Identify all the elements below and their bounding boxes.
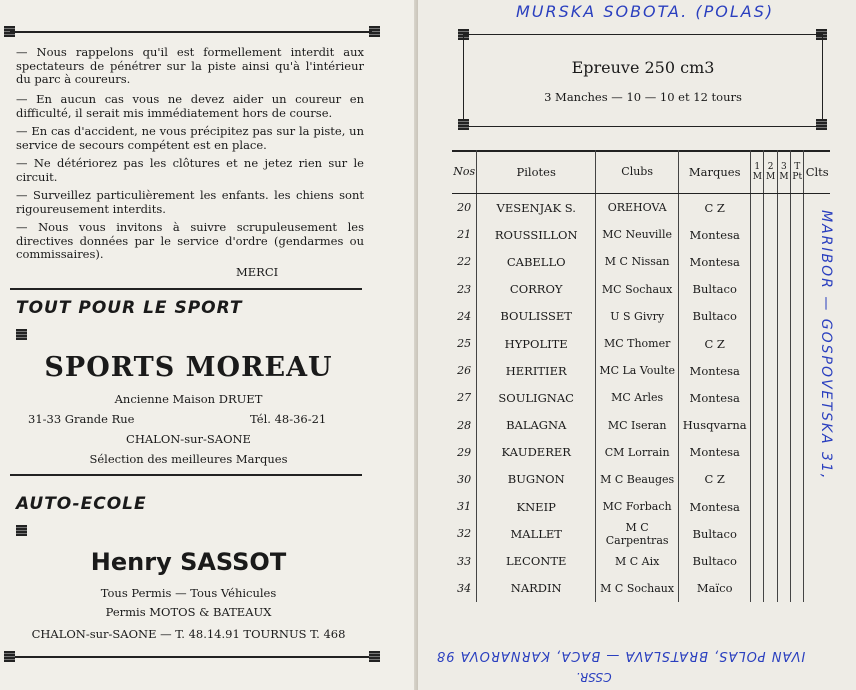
score-cell [751,194,764,222]
score-cell [791,276,804,303]
table-body [452,194,830,602]
score-cell [777,466,790,493]
top-rule [10,31,372,33]
column-header: 1 M [751,150,764,194]
corner-mark [4,651,15,662]
score-cell [804,330,830,357]
score-cell [777,439,790,466]
rider-name: BALAGNA [477,412,596,439]
score-cell [764,466,777,493]
score-cell [804,547,830,574]
rider-number: 32 [457,527,472,541]
rider-name: ROUSSILLON [477,221,596,248]
score-cell [751,303,764,330]
rider-club: M C Aix [596,547,679,574]
score-cell [751,221,764,248]
rider-brand: Montesa [679,493,751,520]
rider-number: 26 [457,364,472,378]
score-cell [791,303,804,330]
table-row [452,439,830,466]
score-cell [804,248,830,275]
bottom-rule [10,656,372,658]
rider-name: CABELLO [477,248,596,275]
bullet-mark [16,525,27,536]
score-cell [791,221,804,248]
ecole-line: Permis MOTOS & BATEAUX [105,605,272,619]
score-cell [751,412,764,439]
score-cell [791,384,804,411]
score-cell [804,303,830,330]
score-cell [751,439,764,466]
rider-club: MC Forbach [596,493,679,520]
score-cell [777,547,790,574]
score-cell [777,575,790,602]
table-row [452,357,830,384]
score-cell [791,330,804,357]
rider-club: MC Neuville [596,221,679,248]
rider-club: MC Iseran [596,412,679,439]
score-cell [777,357,790,384]
sport-line: Sélection des meilleures Marques [89,452,288,466]
score-cell [751,466,764,493]
score-cell [791,547,804,574]
score-cell [791,493,804,520]
rider-number: 28 [457,418,472,432]
score-cell [791,357,804,384]
corner-mark [816,119,827,130]
rider-brand: Montesa [679,439,751,466]
score-cell [751,520,764,547]
handwritten-note: MARIBOR — GOSPOVETSKA 31, [818,210,834,481]
score-cell [804,493,830,520]
sport-tel: Tél. 48-36-21 [250,412,327,426]
score-cell [764,276,777,303]
score-cell [751,330,764,357]
rider-name: CORROY [477,276,596,303]
table-row [452,248,830,275]
rider-number: 34 [457,581,472,595]
rider-number: 25 [457,337,472,351]
rider-brand: Husqvarna [679,412,751,439]
score-cell [777,384,790,411]
table-row [452,384,830,411]
score-cell [777,412,790,439]
score-cell [777,248,790,275]
rider-club: OREHOVA [596,194,679,222]
score-cell [791,248,804,275]
score-cell [777,194,790,222]
corner-mark [369,651,380,662]
rider-brand: C Z [679,194,751,222]
score-cell [804,384,830,411]
score-cell [791,466,804,493]
rider-name: KAUDERER [477,439,596,466]
score-cell [764,303,777,330]
score-cell [751,248,764,275]
score-cell [804,575,830,602]
merci-text: MERCI [236,265,279,279]
notice-paragraph: — Nous vous invitons à suivre scrupuleusement les directives données par le service d'ordre (gendarmes ou commissaires). [16,220,364,261]
table-row [452,575,830,602]
rider-name: LECONTE [477,547,596,574]
table-row [452,221,830,248]
rider-name: BUGNON [477,466,596,493]
column-header: Pilotes [477,150,596,194]
rider-club: MC Thomer [596,330,679,357]
rider-name: HYPOLITE [477,330,596,357]
score-cell [777,276,790,303]
ecole-line: CHALON-sur-SAONE — T. 48.14.91 TOURNUS T. 468 [31,627,346,641]
table-row [452,547,830,574]
score-cell [804,439,830,466]
score-cell [764,575,777,602]
score-cell [791,194,804,222]
column-header: T Pt [791,150,804,194]
score-cell [764,248,777,275]
score-cell [777,330,790,357]
handwritten-note: CSSR. [576,670,612,684]
rider-brand: Bultaco [679,547,751,574]
corner-mark [458,119,469,130]
score-cell [804,412,830,439]
rider-club: M C Carpentras [596,520,679,547]
rider-number: 30 [457,472,472,486]
score-cell [764,547,777,574]
section-rule [10,288,362,290]
score-cell [764,221,777,248]
results-table [452,150,830,602]
title-box [463,34,823,127]
rider-number: 23 [457,282,472,296]
notice-paragraph: — En cas d'accident, ne vous précipitez pas sur la piste, un service de secours compétent est en place. [16,124,364,152]
table-row [452,466,830,493]
sports-moreau-title: SPORTS MOREAU [44,352,333,383]
table-row [452,194,830,222]
score-cell [777,493,790,520]
rider-club: M C Beauges [596,466,679,493]
rider-club: U S Givry [596,303,679,330]
column-header: 3 M [777,150,790,194]
score-cell [804,221,830,248]
score-cell [764,330,777,357]
rider-name: BOULISSET [477,303,596,330]
ecole-line: Tous Permis — Tous Véhicules [100,586,277,600]
table-row [452,520,830,547]
score-cell [804,194,830,222]
score-cell [751,384,764,411]
score-cell [791,520,804,547]
rider-club: MC La Voulte [596,357,679,384]
rider-name: NARDIN [477,575,596,602]
score-cell [764,493,777,520]
score-cell [751,276,764,303]
score-cell [764,194,777,222]
sport-city: CHALON-sur-SAONE [126,432,251,446]
score-cell [751,547,764,574]
rider-brand: Montesa [679,248,751,275]
rider-brand: Montesa [679,357,751,384]
rider-number: 31 [457,500,472,514]
sport-address: 31-33 Grande Rue [28,412,135,426]
table-header-row [452,150,830,194]
notice-paragraph: — Surveillez particulièrement les enfants. les chiens sont rigoureusement interdits. [16,188,364,216]
race-title: Epreuve 250 cm3 [571,58,715,77]
score-cell [751,575,764,602]
rider-number: 24 [457,309,472,323]
column-header: Clts [804,150,830,194]
left-page [0,0,418,690]
rider-name: VESENJAK S. [477,194,596,222]
rider-name: SOULIGNAC [477,384,596,411]
notice-paragraph: — Nous rappelons qu'il est formellement interdit aux spectateurs de pénétrer sur la piste ainsi qu'à l'intérieur du parc à coureurs. [16,45,364,86]
table-row [452,330,830,357]
score-cell [764,357,777,384]
column-header: Nos [452,150,477,194]
score-cell [804,276,830,303]
rider-number: 27 [457,391,472,405]
rider-brand: Montesa [679,221,751,248]
table-row [452,493,830,520]
section-rule [10,474,362,476]
score-cell [804,357,830,384]
rider-brand: Bultaco [679,520,751,547]
race-subtitle: 3 Manches — 10 — 10 et 12 tours [544,90,742,104]
rider-brand: Bultaco [679,303,751,330]
rider-name: MALLET [477,520,596,547]
table-row [452,412,830,439]
score-cell [791,412,804,439]
score-cell [751,357,764,384]
score-cell [791,575,804,602]
rider-club: M C Nissan [596,248,679,275]
rider-number: 22 [457,255,472,269]
rider-number: 20 [457,201,472,215]
column-header: Clubs [596,150,679,194]
sassot-title: Henry SASSOT [90,548,287,576]
rider-brand: Montesa [679,384,751,411]
score-cell [764,412,777,439]
score-cell [791,439,804,466]
score-cell [804,520,830,547]
score-cell [777,303,790,330]
rider-number: 21 [457,228,472,242]
table-row [452,276,830,303]
notice-paragraph: — En aucun cas vous ne devez aider un coureur en difficulté, il serait mis immédiatement hors de course. [16,92,364,120]
column-header: Marques [679,150,751,194]
rider-brand: Bultaco [679,276,751,303]
score-cell [777,520,790,547]
ecole-heading: AUTO-ECOLE [16,494,147,514]
score-cell [764,384,777,411]
notice-paragraph: — Ne détériorez pas les clôtures et ne jetez rien sur le circuit. [16,156,364,184]
rider-name: HERITIER [477,357,596,384]
rider-name: KNEIP [477,493,596,520]
sport-line: Ancienne Maison DRUET [114,392,263,406]
rider-club: MC Sochaux [596,276,679,303]
score-cell [804,466,830,493]
rider-club: MC Arles [596,384,679,411]
score-cell [751,493,764,520]
score-cell [764,520,777,547]
sport-heading: TOUT POUR LE SPORT [16,298,243,318]
handwritten-note: IVAN POLAS, BRATSLAVA — BACA, KARNAROVA 98 [436,648,806,663]
bullet-mark [16,329,27,340]
rider-number: 33 [457,554,472,568]
column-header: 2 M [764,150,777,194]
rider-brand: Maïco [679,575,751,602]
table-row [452,303,830,330]
score-cell [777,221,790,248]
rider-brand: C Z [679,466,751,493]
handwritten-note: MURSKA SOBOTA. (POLAS) [516,2,775,21]
rider-brand: C Z [679,330,751,357]
rider-club: M C Sochaux [596,575,679,602]
score-cell [764,439,777,466]
rider-number: 29 [457,445,472,459]
rider-club: CM Lorrain [596,439,679,466]
